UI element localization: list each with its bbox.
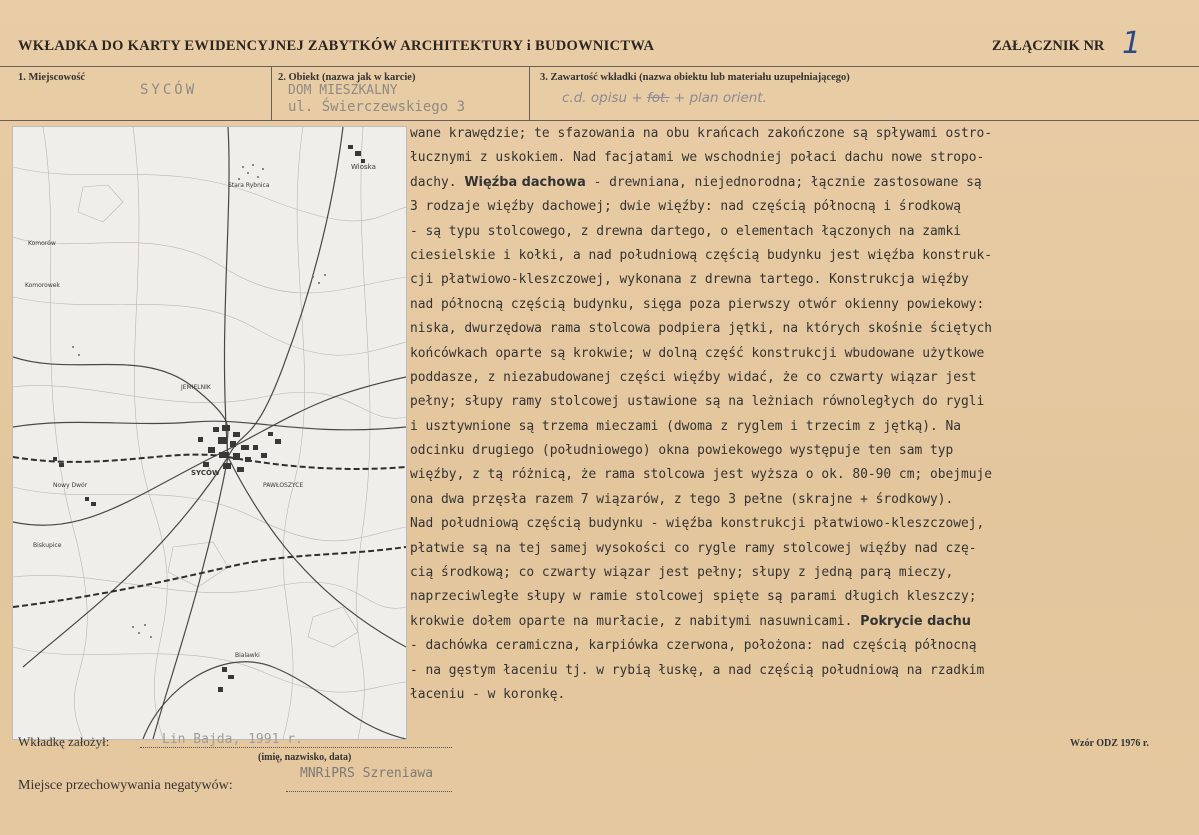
text-segment: łucznymi z uskokiem. Nad facjatami we wschodniej połaci dachu nowe stropo-: [410, 150, 985, 166]
object-label: 2. Obiekt (nazwa jak w karcie): [278, 72, 416, 83]
text-segment: więźby, z tą różnicą, że rama stolcowa jest wyższa o ok. 80-90 cm; obejmuje: [410, 467, 993, 483]
annex-number: 1: [1122, 26, 1142, 61]
section-heading: Pokrycie dachu: [860, 613, 971, 629]
map-label-biskupice: Biskupice: [33, 542, 62, 549]
description-line: [410, 610, 1190, 634]
object-value-line1: DOM MIESZKALNY: [288, 83, 398, 98]
text-segment: pełny; słupy ramy stolcowej ustawione są na leżniach równoległych do rygli: [410, 394, 985, 410]
text-segment: 3 rodzaje więźby dachowej; dwie więźby: nad częścią północną i środkową: [410, 199, 962, 215]
text-segment: - na gęstym łaceniu tj. w rybią łuskę, a nad częścią południową na rzadkim: [410, 662, 985, 678]
text-segment: ciesielskie i kołki, a nad południową częścią budynku jest więźba konstruk-: [410, 247, 993, 263]
text-segment: niska, dwurzędowa rama stolcowa podpiera jętki, na których skośnie ściętych: [410, 321, 993, 337]
description-line: [410, 634, 1190, 658]
field-separator-2: [529, 66, 530, 120]
map-label-komorow: Komorów: [28, 240, 56, 247]
description-line: [410, 585, 1190, 609]
map-drawing: [13, 127, 406, 739]
description-line: [410, 561, 1190, 585]
field-separator-1: [271, 66, 272, 120]
storage-value: MNRiPRS Szreniawa: [300, 766, 434, 781]
description-line: [410, 683, 1190, 707]
form-title: WKŁADKA DO KARTY EWIDENCYJNEJ ZABYTKÓW ARCHITEKTURY i BUDOWNICTWA: [18, 38, 655, 54]
map-label-jemielnik: JEMIELNIK: [181, 384, 211, 391]
description-line: [410, 268, 1190, 292]
text-segment: cią środkową; co czwarty wiązar jest pełny; słupy z jedną parą mieczy,: [410, 565, 954, 581]
text-segment: - są typu stolcowego, z drewna dartego, o elementach łączonych na zamki: [410, 223, 962, 239]
description-line: [410, 317, 1190, 341]
text-segment: - dachówka ceramiczna, karpiówka czerwona, położona: nad częścią północną: [410, 638, 977, 654]
text-segment: odcinku drugiego (południowego) okna powiekowego występuje ten sam typ: [410, 443, 954, 459]
description-line: [410, 171, 1190, 195]
object-value-line2: ul. Świerczewskiego 3: [288, 99, 466, 115]
description-line: [410, 659, 1190, 683]
text-segment: naprzeciwległe słupy w ramie stolcowej spięte są parami długich kleszczy;: [410, 589, 977, 605]
map-label-bialawki: Bialawki: [235, 652, 260, 659]
author-label: Wkładkę założył:: [18, 734, 110, 749]
author-hint: (imię, nazwisko, data): [258, 752, 352, 763]
content-label: 3. Zawartość wkładki (nazwa obiektu lub materiału uzupełniającego): [540, 72, 850, 83]
content-part1: c.d. opisu +: [562, 90, 643, 106]
description-line: [410, 439, 1190, 463]
text-segment: ona dwa przęsła razem 7 wiązarów, z tego 3 pełne (skrajne + środkowy).: [410, 491, 954, 507]
content-value: [562, 90, 767, 106]
description-line: [410, 415, 1190, 439]
description-line: [410, 463, 1190, 487]
locality-value: SYCÓW: [140, 82, 198, 98]
description-line: [410, 488, 1190, 512]
location-map: [12, 126, 407, 740]
description-line: [410, 537, 1190, 561]
description-line: [410, 195, 1190, 219]
text-segment: płatwie są na tej samej wysokości co rygle ramy stolcowej więźby nad czę-: [410, 540, 977, 556]
text-segment: - drewniana, niejednorodna; łącznie zastosowane są: [585, 174, 982, 190]
map-label-stara-rybnica: Stara Rybnica: [228, 182, 270, 189]
map-label-komorowek: Komorowek: [25, 282, 60, 289]
text-segment: nad północną częścią budynku, sięga poza pierwszy otwór okienny powiekowy:: [410, 296, 985, 312]
text-segment: łaceniu - w koronkę.: [410, 686, 566, 702]
map-label-wioska: Wioska: [351, 163, 376, 171]
description-line: [410, 146, 1190, 170]
description-line: [410, 244, 1190, 268]
description-line: [410, 342, 1190, 366]
section-heading: Więźba dachowa: [464, 174, 586, 190]
author-line: [140, 746, 452, 748]
form-code: Wzór ODZ 1976 r.: [1070, 738, 1149, 749]
description-line: [410, 220, 1190, 244]
text-segment: wane krawędzie; te sfazowania na obu krańcach zakończone są spływami ostro-: [410, 126, 993, 141]
author-value: Lin Bajda, 1991 r.: [162, 732, 303, 747]
annex-label: ZAŁĄCZNIK NR: [992, 38, 1105, 54]
description-line: [410, 293, 1190, 317]
map-label-nowy-dwor: Nowy Dwór: [53, 482, 88, 489]
header-divider: [0, 66, 1199, 67]
description-line: [410, 366, 1190, 390]
text-segment: i usztywnione są trzema mieczami (dwoma z ryglem i trzecim z jętką). Na: [410, 418, 962, 434]
map-label-pawloszyce: PAWŁOSZYCE: [263, 482, 304, 489]
text-segment: Nad południową częścią budynku - więźba konstrukcji płatwiowo-kleszczowej,: [410, 516, 985, 532]
description-line: [410, 390, 1190, 414]
text-segment: krokwie dołem oparte na murłacie, z nabitymi nasuwnicami.: [410, 613, 861, 629]
storage-line: [286, 790, 452, 792]
map-label-sycow: SYCÓW: [191, 469, 220, 477]
content-part2: + plan orient.: [673, 90, 767, 106]
text-segment: cji płatwiowo-kleszczowej, wykonana z drewna tartego. Konstrukcja więźby: [410, 272, 969, 288]
fields-divider: [0, 120, 1199, 121]
content-struck: fot.: [646, 90, 670, 106]
description-line: [410, 122, 1190, 146]
description-text: [410, 122, 1190, 707]
locality-label: 1. Miejscowość: [18, 72, 86, 83]
text-segment: dachy.: [410, 174, 465, 190]
description-line: [410, 512, 1190, 536]
text-segment: końcówkach oparte są krokwie; w dolną część konstrukcji wbudowane użytkowe: [410, 345, 985, 361]
text-segment: poddasze, z niezabudowanej części więźby widać, że co czwarty wiązar jest: [410, 369, 977, 385]
storage-label: Miejsce przechowywania negatywów:: [18, 778, 233, 793]
